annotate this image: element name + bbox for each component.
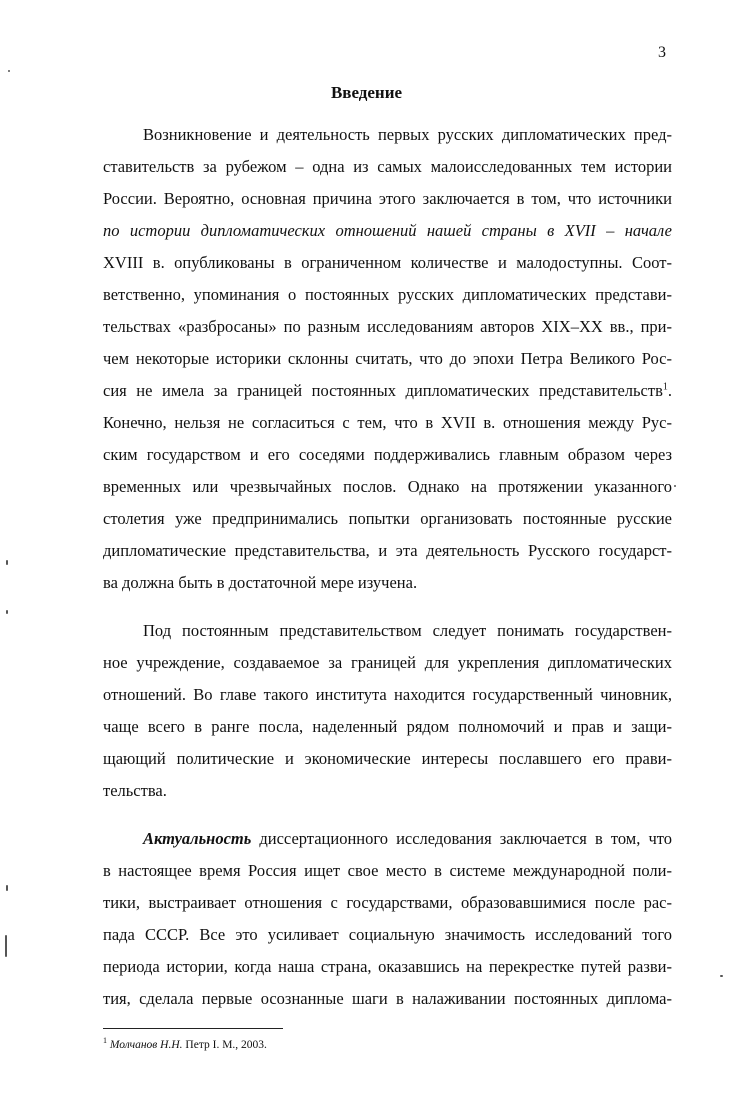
text-line: тельствах «разбросаны» по разным исследованиям авторов XIX–XX вв., при- bbox=[103, 317, 672, 336]
footnote-author: Молчанов Н.Н. bbox=[109, 1039, 183, 1051]
footnote-mark: 1 bbox=[103, 1036, 107, 1046]
text-line: чаще всего в ранге посла, наделенный рядом полномочий и прав и защи- bbox=[103, 717, 672, 736]
scan-speck bbox=[6, 885, 8, 891]
line-text: сия не имела за границей постоянных дипломатических представительств bbox=[103, 381, 663, 400]
text-line: ским государством и его соседями поддерживались главным образом через bbox=[103, 445, 672, 464]
text-line bbox=[103, 221, 672, 241]
text-line: пада СССР. Все это усиливает социальную значимость исследований того bbox=[103, 925, 672, 944]
text-line: тельства. bbox=[103, 781, 167, 800]
text-line: отношений. Во главе такого института находится государственный чиновник, bbox=[103, 685, 672, 704]
text-line: ставительств за рубежом – одна из самых малоисследованных тем истории bbox=[103, 157, 672, 176]
scan-speck bbox=[6, 560, 8, 565]
text-line: ва должна быть в достаточной мере изучена. bbox=[103, 573, 418, 592]
footnote-text: Петр I. М., 2003. bbox=[182, 1039, 267, 1051]
scan-speck bbox=[674, 485, 676, 487]
footnote bbox=[103, 1038, 267, 1052]
page-number: 3 bbox=[658, 44, 666, 61]
text-line: ное учреждение, создаваемое за границей для укрепления дипломатических bbox=[103, 653, 672, 672]
text-line bbox=[103, 381, 672, 401]
text-line: России. Вероятно, основная причина этого заключается в том, что источники bbox=[103, 189, 672, 208]
text-line: столетия уже предпринимались попытки организовать постоянные русские bbox=[103, 509, 672, 528]
text-line: периода истории, когда наша страна, оказавшись на перекрестке путей разви- bbox=[103, 957, 672, 976]
scan-speck bbox=[8, 70, 10, 72]
line-text: диссертационного исследования заключается в том, что bbox=[251, 829, 672, 848]
text-line: щающий политические и экономические интересы пославшего его прави- bbox=[103, 749, 672, 768]
text-line: Конечно, нельзя не согласиться с тем, что в XVII в. отношения между Рус- bbox=[103, 413, 672, 432]
text-line: Возникновение и деятельность первых русских дипломатических пред- bbox=[143, 125, 672, 144]
text-line: тики, выстраивает отношения с государствами, образовавшимися после рас- bbox=[103, 893, 672, 912]
text-line: временных или чрезвычайных послов. Однако на протяжении указанного bbox=[103, 477, 672, 496]
footnote-divider bbox=[103, 1028, 283, 1029]
scan-speck bbox=[5, 935, 7, 957]
italic-text: по истории дипломатических отношений нашей страны в XVII – начале bbox=[103, 221, 672, 240]
footnote-reference: 1 bbox=[662, 381, 668, 393]
text-line: чем некоторые историки склонны считать, что до эпохи Петра Великого Рос- bbox=[103, 349, 672, 368]
text-line: XVIII в. опубликованы в ограниченном количестве и малодоступны. Соот- bbox=[103, 253, 672, 272]
text-line: дипломатические представительства, и эта деятельность Русского государст- bbox=[103, 541, 672, 560]
text-line bbox=[143, 829, 672, 849]
text-line: ветственно, упоминания о постоянных русских дипломатических представи- bbox=[103, 285, 672, 304]
line-end-punct: . bbox=[667, 381, 672, 400]
text-line: тия, сделала первые осознанные шаги в налаживании постоянных диплома- bbox=[103, 989, 672, 1008]
text-line: Под постоянным представительством следует понимать государствен- bbox=[143, 621, 672, 640]
emphasis-term: Актуальность bbox=[143, 829, 252, 848]
page-title: Введение bbox=[330, 83, 403, 102]
scan-speck bbox=[6, 610, 8, 614]
scan-speck bbox=[720, 975, 723, 977]
text-line: в настоящее время Россия ищет свое место в системе международной поли- bbox=[103, 861, 672, 880]
